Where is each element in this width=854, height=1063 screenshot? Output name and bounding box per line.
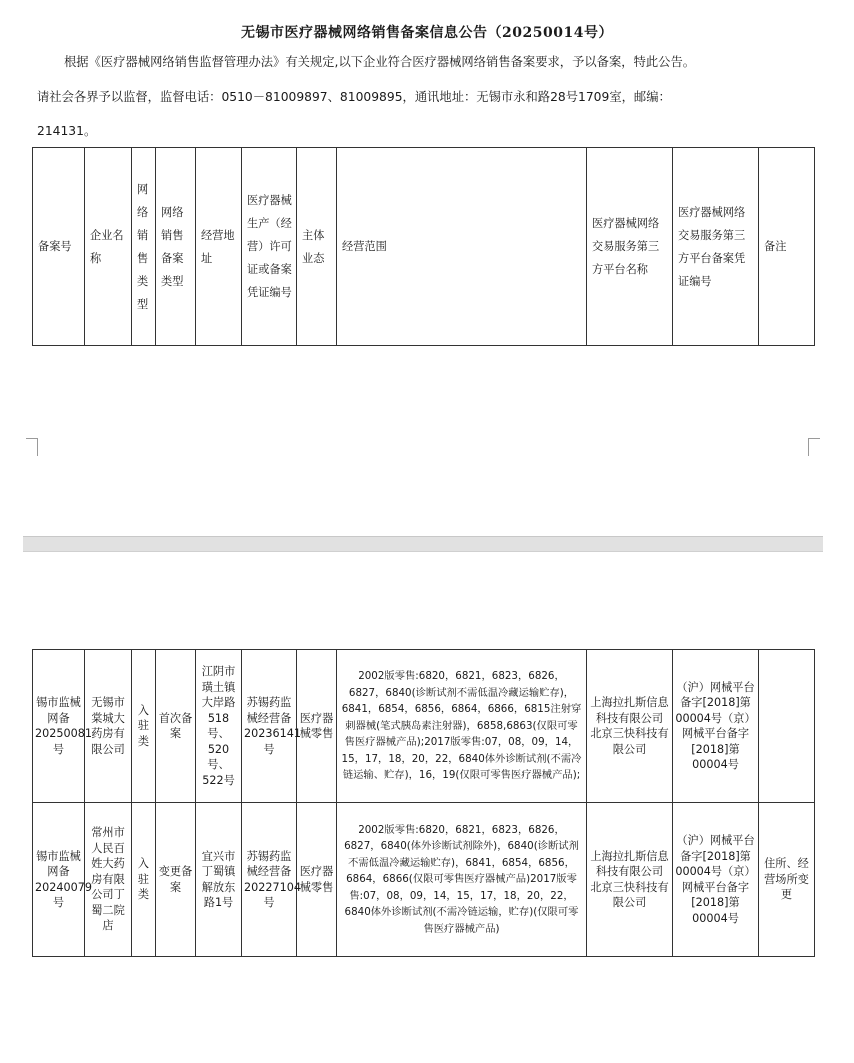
table-row <box>33 650 815 803</box>
record-no: 锡市监械网备20240079号 <box>33 803 85 957</box>
license-no: 苏锡药监械经营备20236141号 <box>242 650 297 803</box>
header-scope: 经营范围 <box>337 148 587 346</box>
page-break <box>23 536 823 552</box>
table-row <box>33 803 815 957</box>
header-license-no: 医疗器械生产（经营）许可证或备案凭证编号 <box>242 148 297 346</box>
header-table <box>32 147 815 346</box>
header-platform-no: 医疗器械网络交易服务第三方平台备案凭证编号 <box>673 148 759 346</box>
header-business-form: 主体业态 <box>297 148 337 346</box>
company-name: 常州市人民百姓大药房有限公司丁蜀二院店 <box>85 803 132 957</box>
records-table <box>32 649 815 957</box>
business-scope: 2002版零售:6820，6821，6823，6826，6827，6840(体外诊断试剂除外)，6840(诊断试剂不需低温冷藏运输贮存)，6841，6854，6856，6864，6866(仅限可零售医疗器械产品)2017版零售:07，08，09，14，15，17，18，20，22，6840体外诊断试剂(不需冷链运输，贮存)(仅限可零售医疗器械产品) <box>337 803 587 957</box>
intro-line-2: 请社会各界予以监督，监督电话：0510－81009897、81009895，通讯地址：无锡市永和路28号1709室，邮编： <box>37 90 671 104</box>
header-remark: 备注 <box>759 148 815 346</box>
header-record-no: 备案号 <box>33 148 85 346</box>
sale-type: 入驻类 <box>132 803 156 957</box>
page-title: 无锡市医疗器械网络销售备案信息公告（20250014号） <box>241 25 613 41</box>
header-sale-type: 网络销售类型 <box>132 148 156 346</box>
record-type: 首次备案 <box>156 650 196 803</box>
header-record-type: 网络销售备案类型 <box>156 148 196 346</box>
company-name: 无锡市棠城大药房有限公司 <box>85 650 132 803</box>
header-row <box>33 148 815 346</box>
remark: 住所、经营场所变更 <box>759 803 815 957</box>
platform-record-no: （沪）网械平台备字[2018]第00004号（京）网械平台备字[2018]第00004号 <box>673 650 759 803</box>
business-address: 宜兴市丁蜀镇解放东路1号 <box>196 803 242 957</box>
crop-mark-right <box>808 438 820 457</box>
header-company: 企业名称 <box>85 148 132 346</box>
record-type: 变更备案 <box>156 803 196 957</box>
sale-type: 入驻类 <box>132 650 156 803</box>
header-address: 经营地址 <box>196 148 242 346</box>
platform-record-no: （沪）网械平台备字[2018]第00004号（京）网械平台备字[2018]第00004号 <box>673 803 759 957</box>
crop-mark-left <box>26 438 38 457</box>
business-form: 医疗器械零售 <box>297 650 337 803</box>
platform-name: 上海拉扎斯信息科技有限公司 北京三快科技有限公司 <box>587 650 673 803</box>
business-address: 江阴市璜土镇大岸路518号、520号、522号 <box>196 650 242 803</box>
platform-name: 上海拉扎斯信息科技有限公司 北京三快科技有限公司 <box>587 803 673 957</box>
business-form: 医疗器械零售 <box>297 803 337 957</box>
license-no: 苏锡药监械经营备20227104号 <box>242 803 297 957</box>
record-no: 锡市监械网备20250081号 <box>33 650 85 803</box>
remark <box>759 650 815 803</box>
intro-line-1: 根据《医疗器械网络销售监督管理办法》有关规定,以下企业符合医疗器械网络销售备案要求，予以备案，特此公告。 <box>64 55 696 69</box>
header-platform-name: 医疗器械网络交易服务第三方平台名称 <box>587 148 673 346</box>
intro-line-3: 214131。 <box>37 124 97 138</box>
business-scope: 2002版零售:6820，6821，6823，6826，6827，6840(诊断试剂不需低温冷藏运输贮存)，6841，6854，6856，6864，6866，6815注射穿刺器械(笔式胰岛素注射器)，6858,6863(仅限可零售医疗器械产品);2017版零售:07，08，09，14，15，17，18，20，22，6840体外诊断试剂(不需冷链运输、贮存)，16，19(仅限可零售医疗器械产品); <box>337 650 587 803</box>
